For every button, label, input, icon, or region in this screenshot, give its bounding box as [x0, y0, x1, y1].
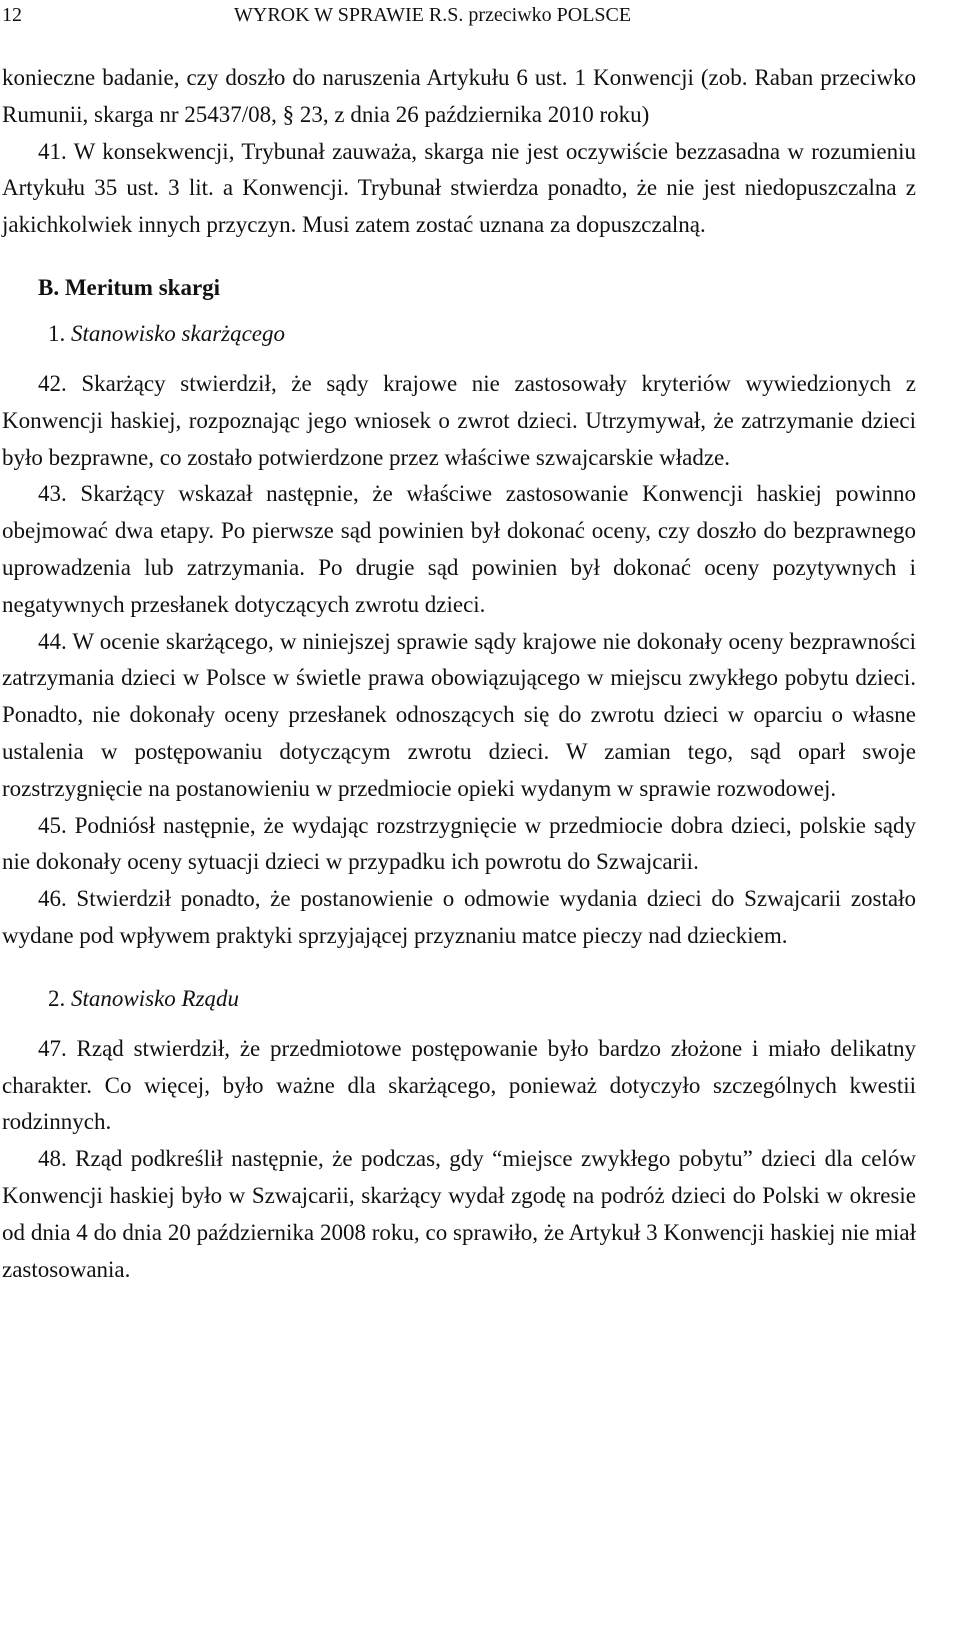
subsection-1-number: 1.	[48, 320, 66, 346]
paragraph-46: 46. Stwierdził ponadto, że postanowienie o odmowie wydania dzieci do Szwajcarii zostało wydane pod wpływem praktyki sprzyjającej przyznaniu matce pieczy nad dzieckiem.	[2, 886, 916, 948]
paragraph-45: 45. Podniósł następnie, że wydając rozstrzygnięcie w przedmiocie dobra dzieci, polskie sądy nie dokonały oceny sytuacji dzieci w przypadku ich powrotu do Szwajcarii.	[2, 812, 916, 875]
subsection-2-title: Stanowisko Rządu	[71, 985, 240, 1011]
page-header	[2, 2, 918, 28]
paragraph-48: 48. Rząd podkreślił następnie, że podczas, gdy “miejsce zwykłego pobytu” dzieci dla celów Konwencji haskiej było w Szwajcarii, skarżący wydał zgodę na podróż dzieci do Polski w okresie od dnia 4 do dnia 20 października 2008 roku, co sprawiło, że Artykuł 3 Konwencji haskiej nie miał zastosowania.	[2, 1146, 916, 1282]
paragraph-47: 47. Rząd stwierdził, że przedmiotowe postępowanie było bardzo złożone i miało delikatny charakter. Co więcej, było ważne dla skarżącego, ponieważ dotyczyło szczególnych kwestii rodzinnych.	[2, 1035, 916, 1135]
paragraph-42: 42. Skarżący stwierdził, że sądy krajowe nie zastosowały kryteriów wywiedzionych z Konwencji haskiej, rozpoznając jego wniosek o zwrot dzieci. Utrzymywał, że zatrzymanie dzieci było bezprawne, co zostało potwierdzone przez właściwe szwajcarskie władze.	[2, 370, 916, 470]
running-title: WYROK W SPRAWIE R.S. przeciwko POLSCE	[234, 4, 632, 26]
paragraph-continuation: konieczne badanie, czy doszło do naruszenia Artykułu 6 ust. 1 Konwencji (zob. Raban przeciwko Rumunii, skarga nr 25437/08, § 23, z dnia 26 października 2010 roku)	[2, 65, 916, 127]
subsection-heading-1	[2, 316, 916, 352]
subsection-heading-2	[2, 981, 916, 1017]
subsection-1-title: Stanowisko skarżącego	[71, 320, 286, 346]
paragraph-41: 41. W konsekwencji, Trybunał zauważa, skarga nie jest oczywiście bezzasadna w rozumieniu Artykułu 35 ust. 3 lit. a Konwencji. Trybunał stwierdza ponadto, że nie jest niedopuszczalna z jakichkolwiek innych przyczyn. Musi zatem zostać uznana za dopuszczalną.	[2, 138, 916, 238]
paragraph-43: 43. Skarżący wskazał następnie, że właściwe zastosowanie Konwencji haskiej powinno obejmować dwa etapy. Po pierwsze sąd powinien był dokonać oceny, czy doszło do bezprawnego uprowadzenia lub zatrzymania. Po drugie sąd powinien był dokonać oceny pozytywnych i negatywnych przesłanek dotyczących zwrotu dzieci.	[2, 481, 916, 617]
section-heading-b: B. Meritum skargi	[38, 274, 221, 300]
paragraph-44: 44. W ocenie skarżącego, w niniejszej sprawie sądy krajowe nie dokonały oceny bezprawności zatrzymania dzieci w Polsce w świetle prawa obowiązującego w miejscu zwykłego pobytu dzieci. Ponadto, nie dokonały oceny przesłanek odnoszących się do zwrotu dzieci w oparciu o własne ustalenia w postępowaniu dotyczącym zwrotu dzieci. W zamian tego, sąd oparł swoje rozstrzygnięcie na postanowieniu w przedmiocie opieki wydanym w sprawie rozwodowej.	[2, 628, 916, 801]
page-number: 12	[2, 4, 22, 26]
document-body	[2, 60, 916, 1288]
subsection-2-number: 2.	[48, 985, 66, 1011]
